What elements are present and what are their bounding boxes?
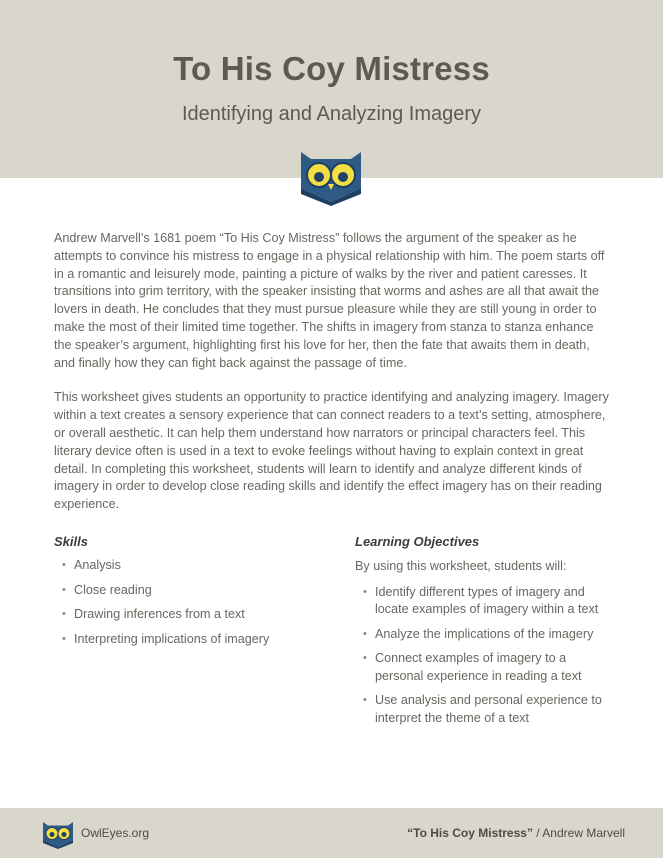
objectives-list	[355, 584, 615, 728]
owl-logo-icon	[297, 150, 365, 206]
footer-attribution	[407, 826, 625, 840]
skills-section	[54, 534, 324, 655]
footer-work-title: “To His Coy Mistress”	[407, 826, 533, 840]
page-subtitle: Identifying and Analyzing Imagery	[181, 103, 482, 125]
intro-paragraph-1: Andrew Marvell’s 1681 poem “To His Coy Mistress” follows the argument of the speaker as he attempts to convince his mistress to engage in a physical relationship with him. The poem starts off in a romantic and leisurely mode, painting a picture of walks by the river and patient caresses. It transitions into grim territory, with the speaker insisting that worms and ashes are all that await the lovers in death. He concludes that they must pursue pleasure while they are still young in order to make the most of their limited time together. The shifts in imagery from stanza to stanza enhance the speaker’s argument, highlighting first his love for her, then the fate that awaits them in death, and finally how they can fight back against the passage of time.	[54, 231, 605, 370]
owl-logo-icon	[40, 821, 76, 849]
objectives-section	[355, 534, 615, 734]
footer-site-link[interactable]: OwlEyes.org	[81, 826, 150, 840]
page-title: To His Coy Mistress	[173, 50, 490, 87]
list-item: • Connect examples of imagery to a personal experience in reading a text	[375, 650, 615, 685]
objectives-intro: By using this worksheet, students will:	[355, 559, 567, 573]
list-item: • Analysis	[74, 557, 324, 575]
footer-band	[0, 808, 663, 858]
list-item: • Analyze the implications of the imagery	[375, 626, 615, 644]
skills-heading: Skills	[54, 534, 88, 549]
list-item: • Use analysis and personal experience to interpret the theme of a text	[375, 692, 615, 727]
list-item: • Interpreting implications of imagery	[74, 631, 324, 649]
intro-text	[54, 230, 610, 514]
list-item: • Identify different types of imagery and locate examples of imagery within a text	[375, 584, 615, 619]
list-item: • Close reading	[74, 582, 324, 600]
footer-separator: /	[532, 826, 543, 840]
footer-author: Andrew Marvell	[542, 826, 625, 840]
objectives-heading: Learning Objectives	[355, 534, 480, 549]
skills-list	[54, 557, 324, 648]
intro-paragraph-2: This worksheet gives students an opportunity to practice identifying and analyzing imagery. Imagery within a text creates a sensory experience that can connect readers to a text’s setting, atmosphere, or overall aesthetic. It can help them understand how narrators or principal characters feel. This literary device often is used in a text to evoke feelings without having to explain context in great detail. In completing this worksheet, students will learn to identify and analyze different kinds of imagery in order to develop close reading skills and identify the effect imagery has on their reading experience.	[54, 390, 609, 512]
list-item: • Drawing inferences from a text	[74, 606, 324, 624]
